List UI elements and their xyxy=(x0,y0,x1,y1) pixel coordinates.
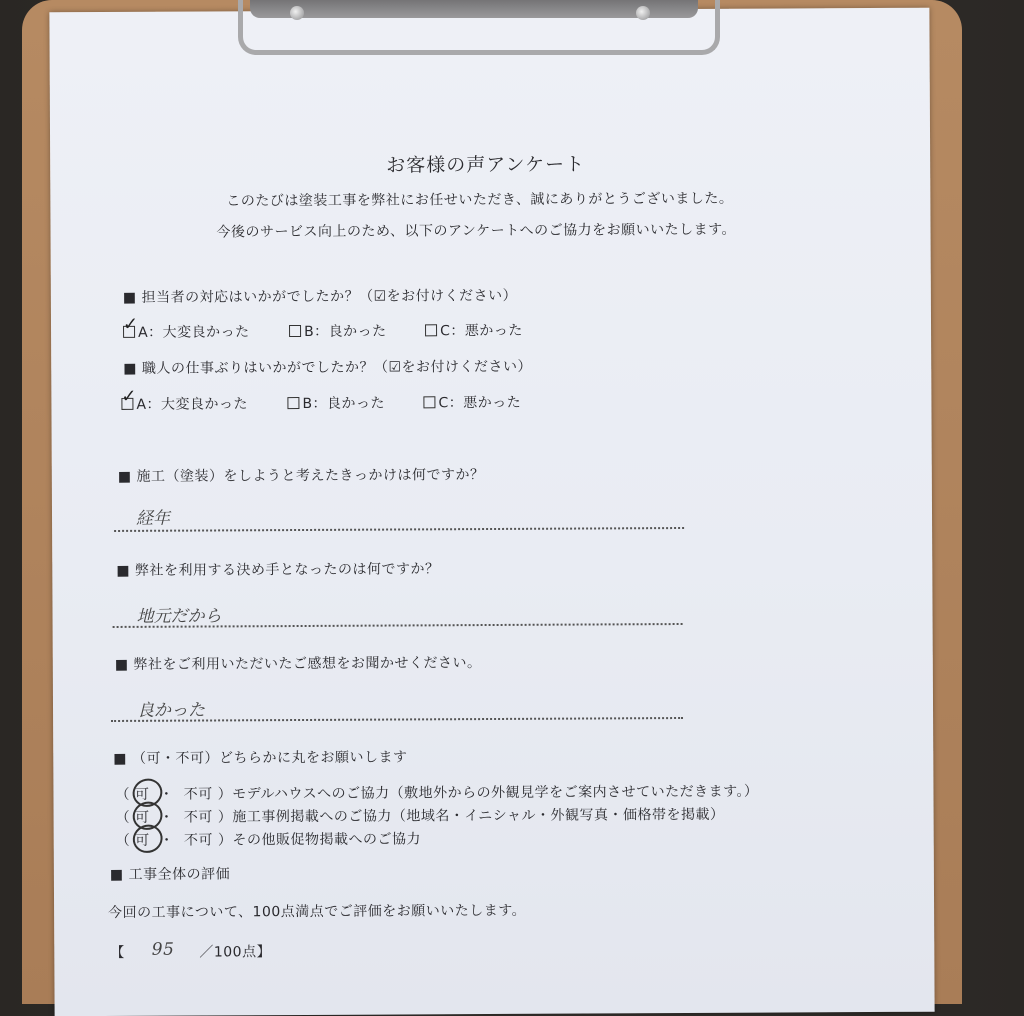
q1-option-a: A：大変良かった xyxy=(138,324,250,341)
question-2: ■ 職人の仕事ぶりはいかがでしたか？（☑をお付けください） xyxy=(123,358,533,377)
survey-sheet xyxy=(49,8,934,1016)
checkbox-q1-b[interactable] xyxy=(289,325,301,337)
perm-1-label: モデルハウスへのご協力（敷地外からの外観見学をご案内させていただきます。） xyxy=(232,783,759,803)
intro-line-1: このたびは塗装工事を弊社にお任せいただき、誠にありがとうございました。 xyxy=(226,190,734,210)
score-field xyxy=(110,941,271,962)
question-1: ■ 担当者の対応はいかがでしたか？（☑をお付けください） xyxy=(122,287,518,306)
checkbox-q2-c[interactable] xyxy=(423,396,435,408)
permission-row-3: （ 可 ・ 不可 ）その他販促物掲載へのご協力 xyxy=(115,831,421,849)
q2-option-c: C：悪かった xyxy=(438,394,522,412)
question-5: ■ 弊社をご利用いただいたご感想をお聞かせください。 xyxy=(114,655,482,673)
answer-4-handwriting: 地元だから xyxy=(136,606,222,627)
checkbox-q1-c[interactable] xyxy=(425,324,437,336)
perm-1-no[interactable]: 不可 xyxy=(183,786,213,803)
checkbox-q2-b[interactable] xyxy=(287,397,299,409)
q2-option-a: A：大変良かった xyxy=(136,396,249,413)
perm-3-no[interactable]: 不可 xyxy=(183,832,214,849)
question-4: ■ 弊社を利用する決め手となったのは何ですか？ xyxy=(116,561,440,579)
survey-title: お客様の声アンケート xyxy=(386,153,586,177)
score-open-bracket: 【 xyxy=(110,944,125,962)
perm-3-yes[interactable]: 可 xyxy=(135,832,150,849)
answer-3-line xyxy=(114,527,684,532)
permission-row-1: （ 可 ・ 不可 ）モデルハウスへのご協力（敷地外からの外観見学をご案内させていただきます。） xyxy=(115,783,759,803)
question-7-description: 今回の工事について、100点満点でご評価をお願いいたします。 xyxy=(108,902,527,922)
q2-option-b: B：良かった xyxy=(302,395,386,412)
clipboard-clip xyxy=(250,0,698,18)
perm-2-label: 施工事例掲載へのご協力（地域名・イニシャル・外観写真・価格帯を掲載） xyxy=(232,806,725,826)
checkmark-q2-a: ✓ xyxy=(121,385,137,407)
score-suffix: ／100点】 xyxy=(199,944,272,961)
clip-rivet-left xyxy=(290,6,304,20)
clip-rivet-right xyxy=(636,6,650,20)
perm-2-no[interactable]: 不可 xyxy=(183,809,213,826)
question-3: ■ 施工（塗装）をしようと考えたきっかけは何ですか？ xyxy=(117,467,485,485)
perm-2-yes[interactable]: 可 xyxy=(135,809,150,826)
permission-row-2: （ 可 ・ 不可 ）施工事例掲載へのご協力（地域名・イニシャル・外観写真・価格帯を掲載） xyxy=(115,806,725,826)
score-handwriting[interactable]: 95 xyxy=(151,939,175,960)
question-6: ■ （可・不可）どちらかに丸をお願いします xyxy=(113,749,408,767)
answer-3-handwriting: 経年 xyxy=(135,508,171,529)
q1-option-b: B：良かった xyxy=(304,323,387,340)
perm-1-yes[interactable]: 可 xyxy=(134,786,150,803)
intro-line-2: 今後のサービス向上のため、以下のアンケートへのご協力をお願いいたします。 xyxy=(216,221,737,241)
question-7: ■ 工事全体の評価 xyxy=(109,866,231,884)
perm-3-label: その他販促物掲載へのご協力 xyxy=(232,831,421,849)
answer-5-handwriting: 良かった xyxy=(136,700,206,721)
q1-option-c: C：悪かった xyxy=(440,322,523,340)
checkmark-q1-a: ✓ xyxy=(122,313,139,335)
